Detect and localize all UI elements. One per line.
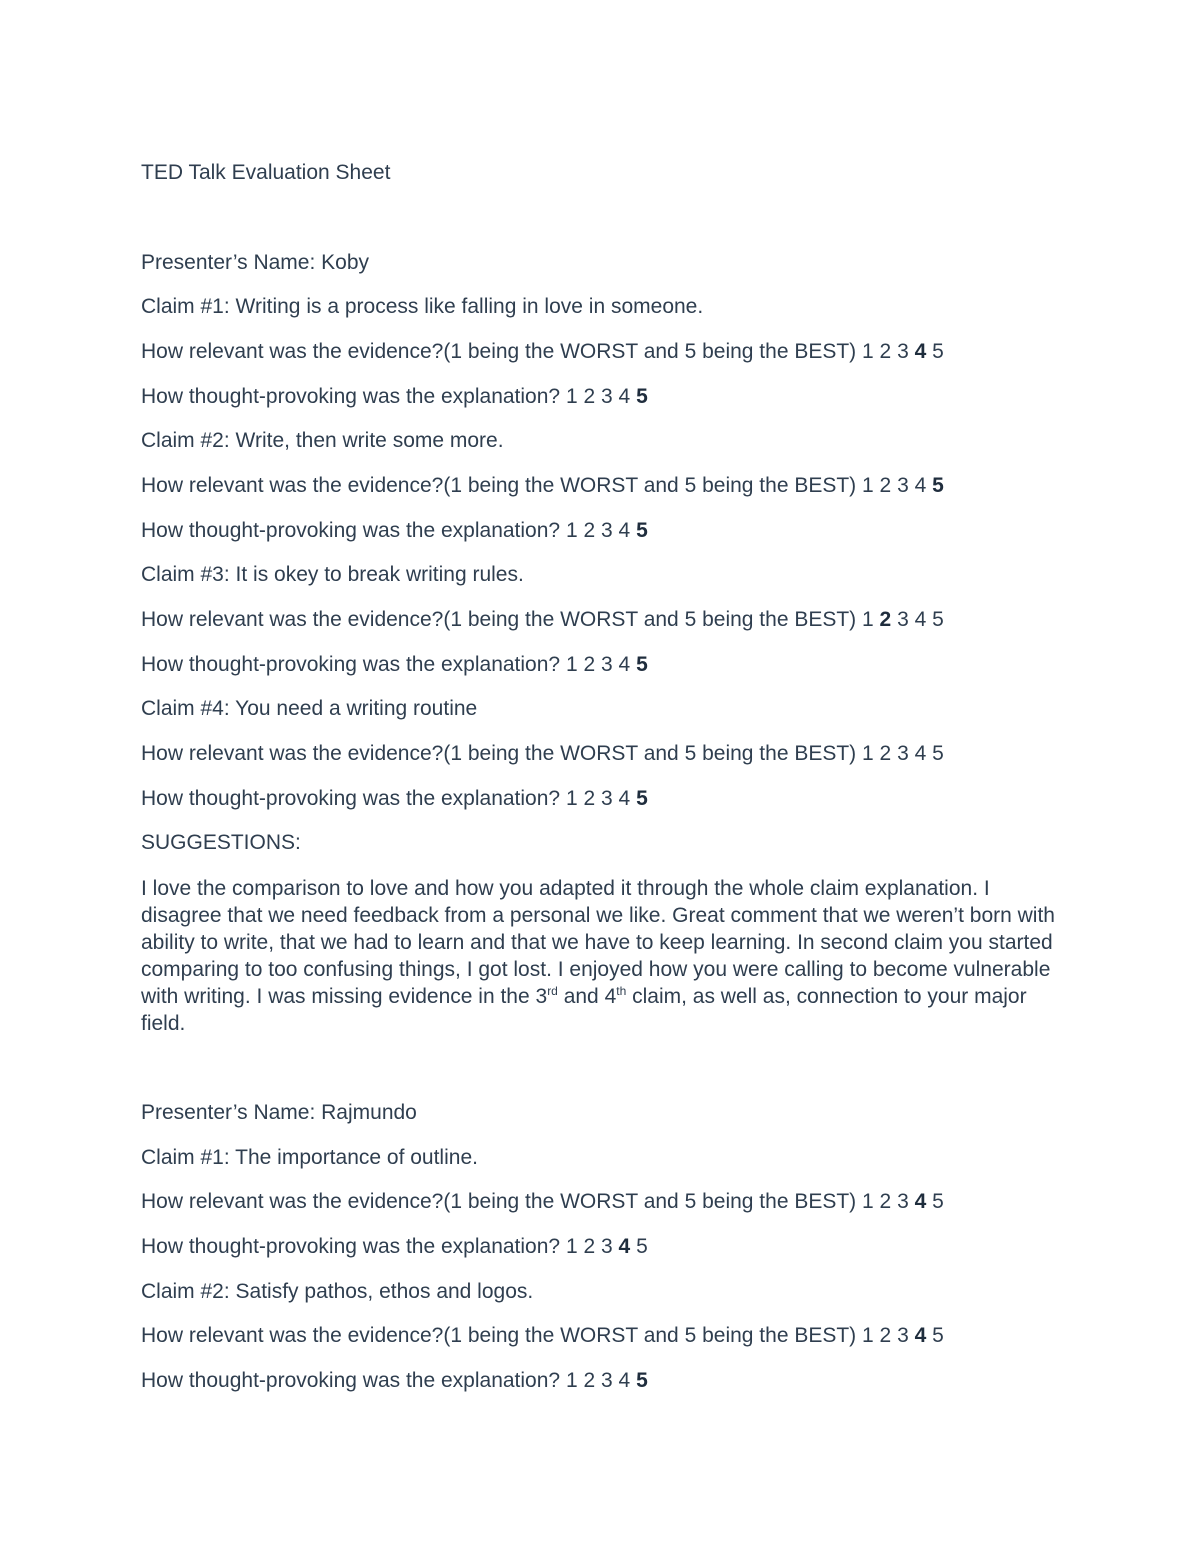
suggestions-part: and 4 <box>557 985 617 1008</box>
rating-option: 3 <box>897 608 909 631</box>
rating-option: 3 <box>601 1235 613 1258</box>
rating-option: 2 <box>583 1369 596 1392</box>
explanation-rating <box>141 518 648 544</box>
rating-option: 1 <box>565 1235 578 1258</box>
rating-option: 5 <box>932 1324 944 1347</box>
relevance-rating <box>141 1189 944 1215</box>
selected-rating: 5 <box>636 653 648 676</box>
rating-option: 3 <box>897 1324 909 1347</box>
ordinal-suffix: rd <box>547 984 558 998</box>
rating-option: 1 <box>565 787 578 810</box>
explanation-rating <box>141 384 648 410</box>
explanation-rating <box>141 1368 648 1394</box>
explanation-rating <box>141 1234 648 1260</box>
rating-option: 3 <box>601 519 613 542</box>
rating-option: 2 <box>879 340 892 363</box>
selected-rating: 4 <box>914 1324 927 1347</box>
rating-option: 5 <box>636 1235 648 1258</box>
relevance-rating <box>141 607 944 633</box>
rating-question: How thought-provoking was the explanation? <box>141 787 561 810</box>
claim-text: Claim #2: Satisfy pathos, ethos and logos. <box>141 1280 534 1303</box>
rating-option: 4 <box>618 519 631 542</box>
rating-option: 5 <box>932 1190 944 1213</box>
suggestions-part: claim, as well as, connection to your major field. <box>141 985 1027 1035</box>
rating-option: 2 <box>583 787 596 810</box>
claim-text: Claim #4: You need a writing routine <box>141 697 478 720</box>
rating-option: 3 <box>601 787 613 810</box>
rating-option: 1 <box>565 385 578 408</box>
rating-option: 1 <box>862 608 874 631</box>
rating-option: 2 <box>879 474 892 497</box>
rating-question: How thought-provoking was the explanation? <box>141 1369 561 1392</box>
rating-option: 2 <box>583 1235 596 1258</box>
rating-option: 3 <box>897 340 909 363</box>
presenter-name: Presenter’s Name: Koby <box>141 251 369 274</box>
rating-option: 1 <box>862 340 874 363</box>
selected-rating: 4 <box>914 340 927 363</box>
relevance-rating <box>141 1323 944 1349</box>
selected-rating: 4 <box>914 1190 927 1213</box>
ordinal-suffix: th <box>616 984 627 998</box>
suggestions-text <box>141 875 1071 1037</box>
rating-option: 1 <box>565 653 578 676</box>
rating-option: 1 <box>862 1190 874 1213</box>
rating-option: 4 <box>914 608 927 631</box>
selected-rating: 2 <box>879 608 892 631</box>
rating-option: 3 <box>601 385 613 408</box>
rating-option: 4 <box>618 385 631 408</box>
selected-rating: 5 <box>636 385 648 408</box>
rating-option: 2 <box>879 1190 892 1213</box>
sheet-title: TED Talk Evaluation Sheet <box>141 161 391 184</box>
rating-option: 5 <box>932 608 944 631</box>
selected-rating: 5 <box>932 474 944 497</box>
explanation-rating <box>141 786 648 812</box>
claim-text: Claim #1: The importance of outline. <box>141 1146 478 1169</box>
claim-text: Claim #3: It is okey to break writing rules. <box>141 563 524 586</box>
claim-text: Claim #1: Writing is a process like falling in love in someone. <box>141 295 704 318</box>
selected-rating: 4 <box>618 1235 631 1258</box>
rating-option: 2 <box>583 653 596 676</box>
rating-question: How relevant was the evidence?(1 being the WORST and 5 being the BEST) <box>141 474 857 497</box>
rating-option: 4 <box>618 1369 631 1392</box>
presenter-name: Presenter’s Name: Rajmundo <box>141 1101 417 1124</box>
rating-option: 4 <box>618 787 631 810</box>
rating-option: 4 <box>914 742 927 765</box>
rating-option: 1 <box>862 1324 874 1347</box>
rating-question: How thought-provoking was the explanation? <box>141 1235 561 1258</box>
selected-rating: 5 <box>636 519 648 542</box>
rating-question: How relevant was the evidence?(1 being the WORST and 5 being the BEST) <box>141 1190 857 1213</box>
rating-option: 3 <box>897 474 909 497</box>
rating-option: 1 <box>862 742 874 765</box>
rating-question: How relevant was the evidence?(1 being the WORST and 5 being the BEST) <box>141 608 857 631</box>
rating-question: How relevant was the evidence?(1 being the WORST and 5 being the BEST) <box>141 1324 857 1347</box>
rating-question: How relevant was the evidence?(1 being the WORST and 5 being the BEST) <box>141 340 857 363</box>
rating-option: 2 <box>879 1324 892 1347</box>
rating-option: 4 <box>618 653 631 676</box>
rating-option: 5 <box>932 742 944 765</box>
relevance-rating <box>141 741 944 767</box>
suggestions-label: SUGGESTIONS: <box>141 831 301 854</box>
rating-question: How thought-provoking was the explanation? <box>141 653 561 676</box>
rating-option: 1 <box>565 1369 578 1392</box>
explanation-rating <box>141 652 648 678</box>
rating-question: How relevant was the evidence?(1 being the WORST and 5 being the BEST) <box>141 742 857 765</box>
rating-option: 3 <box>897 1190 909 1213</box>
rating-question: How thought-provoking was the explanation? <box>141 519 561 542</box>
suggestions-part: I love the comparison to love and how you adapted it through the whole claim explanation. I disagree that we need feedback from a personal we like. Great comment that we weren’t born with ability to write, that we had to learn and that we have to keep learning. In second claim you started comparing to too confusing things, I got lost. I enjoyed how you were calling to become vulnerable with writing. I was missing evidence in the 3 <box>141 877 1055 1008</box>
rating-option: 1 <box>862 474 874 497</box>
rating-option: 2 <box>583 385 596 408</box>
rating-option: 5 <box>932 340 944 363</box>
rating-option: 4 <box>914 474 927 497</box>
relevance-rating <box>141 473 944 499</box>
rating-option: 3 <box>601 1369 613 1392</box>
selected-rating: 5 <box>636 787 648 810</box>
rating-option: 3 <box>897 742 909 765</box>
rating-option: 1 <box>565 519 578 542</box>
claim-text: Claim #2: Write, then write some more. <box>141 429 504 452</box>
relevance-rating <box>141 339 944 365</box>
rating-question: How thought-provoking was the explanation? <box>141 385 561 408</box>
rating-option: 2 <box>879 742 892 765</box>
rating-option: 3 <box>601 653 613 676</box>
selected-rating: 5 <box>636 1369 648 1392</box>
rating-option: 2 <box>583 519 596 542</box>
